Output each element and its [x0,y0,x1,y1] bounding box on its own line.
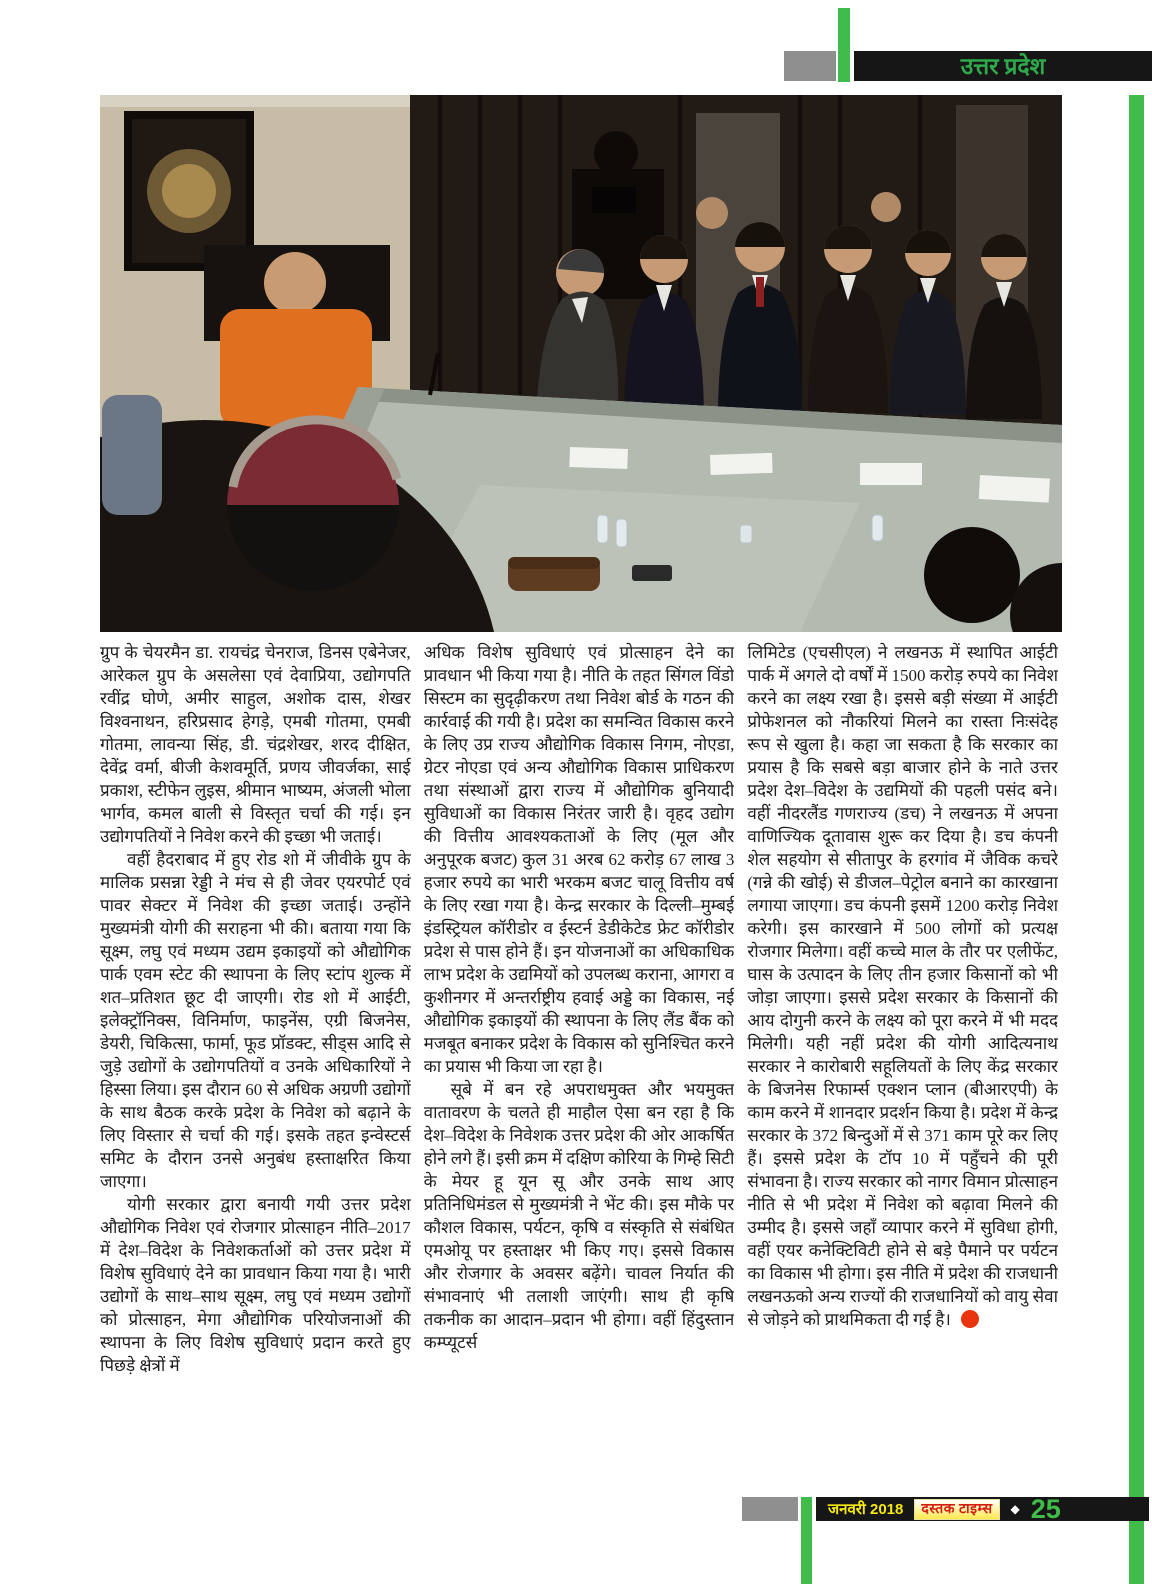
article-paragraph: सूबे में बन रहे अपराधमुक्त और भयमुक्त वातावरण के चलते ही माहौल ऐसा बन रहा है कि देश–विदेश के निवेशक उत्तर प्रदेश की ओर आकर्षित होने लगे हैं। इसी क्रम में दक्षिण कोरिया के गिम्हे सिटी के मेयर हू यून सू और उनके साथ आए प्रतिनिधिमंडल से मुख्यमंत्री ने भेंट की। इस मौके पर कौशल विकास, पर्यटन, कृषि व संस्कृति से संबंधित एमओयू पर हस्ताक्षर भी किए गए। इससे विकास और रोजगार के अवसर बढ़ेंगे। चावल निर्यात की संभावनाएं भी तलाशी जाएंगी। साथ ही कृषि तकनीक का आदान–प्रदान भी होगा। वहीं हिंदुस्तान कम्प्यूटर्स [423,1080,735,1352]
wall-emblem [128,115,250,267]
footer-gray-block [742,1497,798,1521]
article-column-3 [747,641,1058,1503]
meeting-photo [100,95,1062,632]
page-number: 25 [1030,1494,1061,1524]
section-title-bar [854,51,1152,81]
article-paragraph: ग्रुप के चेयरमैन डा. रायचंद्र चेनराज, डिनस एबेनेजर, आरेकल ग्रुप के असलेसा एवं देवाप्रिया, उद्योगपति रवींद्र घोणे, अमीर साहुल, अशोक दास, शेखर विश्वनाथन, हरिप्रसाद हेगड़े, एमबी गोतमा, एमबी गोतमा, लावन्या सिंह, डी. चंद्रशेखर, शरद दीक्षित, देवेंद्र वर्मा, बीजी केशवमूर्ति, प्रणय जीवर्जका, साई प्रकाश, स्टीफेन लुइस, श्रीमान भाष्यम, अंजली भोला भार्गव, कमल बाली से विस्तृत चर्चा की गई। इन उद्योगपतियों ने निवेश करने की इच्छा भी जताई। [100,643,411,846]
article-column-2 [424,641,735,1503]
article-paragraph: लिमिटेड (एचसीएल) ने लखनऊ में स्थापित आईटी पार्क में अगले दो वर्षों में 1500 करोड़ रुपये का निवेश करने का लक्ष्य रखा है। इससे बड़ी संख्या में आईटी प्रोफेशनल को नौकरियां मिलने का रास्ता निःसंदेह रूप से खुला है। कहा जा सकता है कि सरकार का प्रयास है कि सबसे बड़ा बाजार होने के नाते उत्तर प्रदेश देश–विदेश के उद्यमियों की पहली पसंद बने। वहीं नीदरलैंड गणराज्य (डच) ने लखनऊ में अपना वाणिज्यिक दूतावास शुरू कर दिया है। डच कंपनी शेल सहयोग से सीतापुर के हरगांव में जैविक कचरे (गन्ने की खोई) से डीजल–पेट्रोल बनाने का कारखाना लगाया जाएगा। डच कंपनी इसमें 1200 करोड़ निवेश करेगी। इस कारखाने में 500 लोगों को प्रत्यक्ष रोजगार मिलेगा। वहीं कच्चे माल के तौर पर एलीफेंट, घास के उत्पादन के लिए तीन हजार किसानों को भी जोड़ा जाएगा। इससे प्रदेश सरकार के किसानों की आय दोगुनी करने के लक्ष्य को पूरा करने में भी मदद मिलेगी। यही नहीं प्रदेश की योगी आदित्यनाथ सरकार ने कारोबारी सहूलियतों के लिए केंद्र सरकार के बिजनेस रिफार्म्स एक्शन प्लान (बीआरएपी) के काम करने में शानदार प्रदर्शन किया है। प्रदेश में केन्द्र सरकार के 372 बिन्दुओं में से 371 काम पूरे कर लिए हैं। इससे प्रदेश के टॉप 10 में पहुँचने की पूरी संभावना है। राज्य सरकार को नागर विमान प्रोत्साहन नीति से भी प्रदेश में निवेश को बढ़ावा मिलने की उम्मीद है। इससे जहाँ व्यापार करने में सुविधा होगी, वहीं एयर कनेक्टिविटी होने से बड़े पैमाने पर पर्यटन का विकास भी होगा। इस नीति में प्रदेश की राजधानी लखनऊको अन्य राज्यों की राजधानियों को वायु सेवा से जोड़ने को प्राथमिकता दी गई है। [747,643,1059,1329]
meeting-photo-illustration [100,95,1062,632]
header-gray-block [784,51,836,81]
article-end-marker [961,1310,979,1328]
footer-bar [816,1494,1149,1524]
footer-green-bar [801,1497,812,1584]
diamond-icon: ◆ [1010,1501,1020,1516]
article-body [100,641,1058,1503]
article-paragraph: वहीं हैदराबाद में हुए रोड शो में जीवीके ग्रुप के मालिक प्रसन्ना रेड्डी ने मंच से ही जेवर एयरपोर्ट एवं पावर सेक्टर में निवेश की इच्छा जताई। उन्होंने मुख्यमंत्री योगी की सराहना भी की। बताया गया कि सूक्ष्म, लघु एवं मध्यम उद्यम इकाइयों को औद्योगिक पार्क एवम स्टेट की स्थापना के लिए स्टांप शुल्क में शत–प्रतिशत छूट दी जाएगी। रोड शो में आईटी, इलेक्ट्रॉनिक्स, विनिर्माण, फाइनेंस, एग्री बिजनेस, डेयरी, चिकित्सा, फार्मा, फूड प्रॉडक्ट, सीड्स आदि से जुड़े उद्योगों के उद्योगपतियों व उनके अधिकारियों ने हिस्सा लिया। इस दौरान 60 से अधिक अग्रणी उद्योगों के साथ बैठक करके प्रदेश के निवेश को बढ़ाने के लिए विस्तार से चर्चा की गई। इसके तहत इन्वेस्टर्स समिट के दौरान उनसे अनुबंध हस्ताक्षरित किया जाएगा। [100,850,411,1191]
right-accent-strip [1129,95,1144,1584]
issue-date: जनवरी 2018 [828,1501,904,1518]
header-green-bar [838,8,850,82]
article-paragraph: योगी सरकार द्वारा बनायी गयी उत्तर प्रदेश औद्योगिक निवेश एवं रोजगार प्रोत्साहन नीति–2017 में देश–विदेश के निवेशकर्ताओं को उत्तर प्रदेश में विशेष सुविधाएं देने का प्रावधान किया गया है। भारी उद्योगों के साथ–साथ सूक्ष्म, लघु एवं मध्यम उद्योगों को प्रोत्साहन, मेगा औद्योगिक परियोजनाओं की स्थापना के लिए विशेष सुविधाएं प्रदान करते हुए पिछड़े क्षेत्रों में [100,1195,411,1375]
article-paragraph: अधिक विशेष सुविधाएं एवं प्रोत्साहन देने का प्रावधान भी किया गया है। नीति के तहत सिंगल विंडो सिस्टम का सुदृढ़ीकरण तथा निवेश बोर्ड के गठन की कार्रवाई की गयी है। प्रदेश का समन्वित विकास करने के लिए उप्र राज्य औद्योगिक विकास निगम, नोएडा, ग्रेटर नोएडा एवं अन्य औद्योगिक विकास प्राधिकरण तथा संस्थाओं द्वारा राज्य में औद्योगिक बुनियादी सुविधाओं का विकास निरंतर जारी है। वृहद उद्योग की वित्तीय आवश्यकताओं के लिए (मूल और अनुपूरक बजट) कुल 31 अरब 62 करोड़ 67 लाख 3 हजार रुपये का भारी भरकम बजट चालू वित्तीय वर्ष के लिए रखा गया है। केन्द्र सरकार के दिल्ली–मुम्बई इंडस्ट्रियल कॉरीडोर व ईस्टर्न डेडीकेटेड फ्रेट कॉरीडोर प्रदेश से पास होने हैं। इन योजनाओं का अधिकाधिक लाभ प्रदेश के उद्यमियों को उपलब्ध कराना, आगरा व कुशीनगर में अन्तर्राष्ट्रीय हवाई अड्डे का विकास, नई औद्योगिक इकाइयों की स्थापना के लिए लैंड बैंक को मजबूत बनाकर प्रदेश के विकास को सुनिश्चित करने का प्रयास भी किया जा रहा है। [423,643,735,1076]
magazine-logo: दस्तक टाइम्स [914,1499,999,1520]
article-column-1 [100,641,411,1503]
section-title: उत्तर प्रदेश [960,53,1046,79]
